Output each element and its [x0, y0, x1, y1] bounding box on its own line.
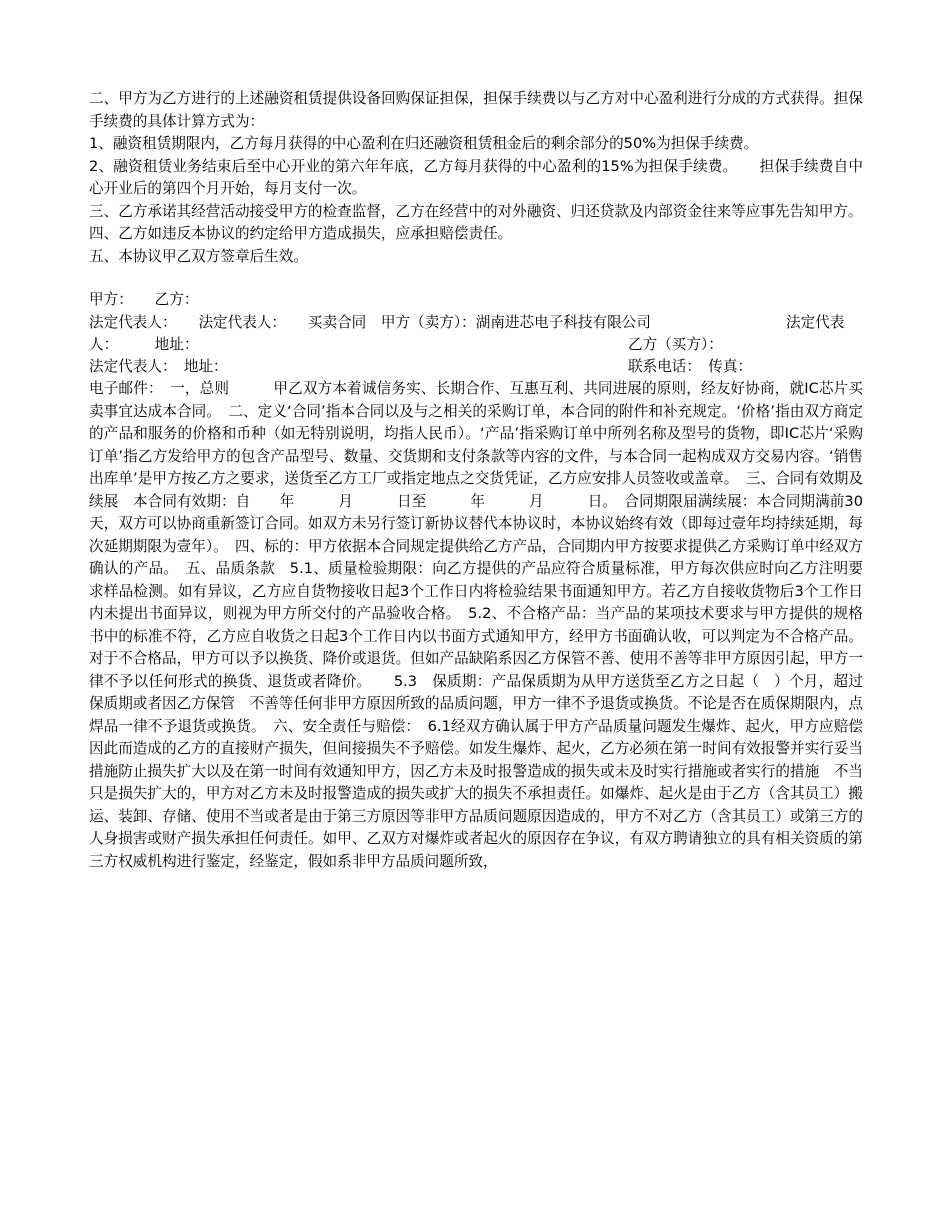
buyer-label: 乙方（买方）：	[628, 336, 723, 353]
representative-line-left: 法定代表人： 法定代表人： 买卖合同 甲方（卖方）：湖南进芯电子科技有限公司	[89, 314, 651, 331]
contact-line: 联系电话： 传真：	[628, 358, 753, 375]
address-line-left: 人： 地址：	[89, 336, 199, 353]
contract-text: 电子邮件： 一，总则 甲乙双方本着诚信务实、长期合作、互惠互利、共同进展的原则，经友好协商，就IC芯片买卖事宜达成本合同。 二、定义‘合同’指本合同以及与之相关的采购订单，本合同的附件和补充规定。‘价格’指由双方商定的产品和服务的价格和币种（如无特别说明，均指人民币）。‘产品’指采购订单中所列名称及型号的货物，即IC芯片‘采购订单’指乙方发给甲方的包含产品型号、数量、交货期和支付条款等内容的文件，与本合同一起构成双方交易内容。‘销售出库单’是甲方按乙方之要求，送货至乙方工厂或指定地点之交货凭证，乙方应安排人员签收或盖章。 三、合同有效期及续展 本合同有效期：自 年 月 日至 年 月 日。 合同期限届满续展：本合同期满前30天，双方可以协商重新签订合同。如双方未另行签订新协议替代本协议时，本协议始终有效（即每过壹年均持续延期，每次延期期限为壹年）。 四、标的：甲方依据本合同规定提供给乙方产品，合同期内甲方按要求提供乙方采购订单中经双方确认的产品。 五、品质条款 5.1、质量检验期限：向乙方提供的产品应符合质量标准，甲方每次供应时向乙方注明要求样品检测。如有异议，乙方应自货物接收日起3个工作日内将检验结果书面通知甲方。若乙方自接收货物后3个工作日内未提出书面异议，则视为甲方所交付的产品验收合格。 5.2、不合格产品：当产品的某项技术要求与甲方提供的规格书中的标准不符，乙方应自收货之日起3个工作日内以书面方式通知甲方，经甲方书面确认收，可以判定为不合格产品。对于不合格品，甲方可以予以换货、降价或退货。但如产品缺陷系因乙方保管不善、使用不善等非甲方原因引起，甲方一律不予以任何形式的换货、退货或者降价。 5.3 保质期：产品保质期为从甲方送货至乙方之日起（ ）个月，超过保质期或者因乙方保管 不善等任何非甲方原因所致的品质问题，甲方一律不予退货或换货。不论是否在质保期限内，点焊品一律不予退货或换货。 六、安全责任与赔偿： 6.1经双方确认属于甲方产品质量问题发生爆炸、起火，甲方应赔偿因此而造成的乙方的直接财产损失，但间接损失不予赔偿。如发生爆炸、起火，乙方必须在第一时间有效报警并实行妥当措施防止损失扩大以及在第一时间有效通知甲方，因乙方未及时报警造成的损失或未及时实行措施或者实行的措施 不当只是损失扩大的，甲方对乙方未及时报警造成的损失或扩大的损失不承担责任。如爆炸、起火是由于乙方（含其员工）搬运、装卸、存储、使用不当或者是由于第三方原因等非甲方品质问题原因造成的，甲方不对乙方（含其员工）或第三方的人身损害或财产损失承担任何责任。如甲、乙双方对爆炸或者起火的原因存在争议，有双方聘请独立的具有相关资质的第三方权威机构进行鉴定，经鉴定，假如系非甲方品质问题所致，	[89, 380, 863, 870]
clause-2: 二、甲方为乙方进行的上述融资租赁提供设备回购保证担保，担保手续费以与乙方对中心盈利进行分成的方式获得。担保手续费的具体计算方式为：	[89, 90, 863, 130]
representative-line-right: 法定代表	[786, 314, 845, 331]
contract-body	[89, 378, 863, 873]
clause-5: 五、本协议甲乙双方签章后生效。	[89, 247, 308, 265]
agreement-clauses	[89, 88, 863, 268]
clause-4: 四、乙方如违反本协议的约定给甲方造成损失，应承担赔偿责任。	[89, 225, 513, 242]
signature-line: 甲方： 乙方：	[89, 291, 199, 308]
clause-2-item-2: 2、融资租赁业务结束后至中心开业的第六年年底，乙方每月获得的中心盈利的15%为担保手续费。 担保手续费自中心开业后的第四个月开始，每月支付一次。	[89, 157, 863, 197]
representative-line2-left: 法定代表人： 地址：	[89, 358, 228, 375]
clause-2-item-1: 1、融资租赁期限内，乙方每月获得的中心盈利在归还融资租赁租金后的剩余部分的50%为担保手续费。	[89, 135, 759, 152]
clause-3: 三、乙方承诺其经营活动接受甲方的检查监督，乙方在经营中的对外融资、归还贷款及内部资金往来等应事先告知甲方。	[89, 202, 863, 220]
